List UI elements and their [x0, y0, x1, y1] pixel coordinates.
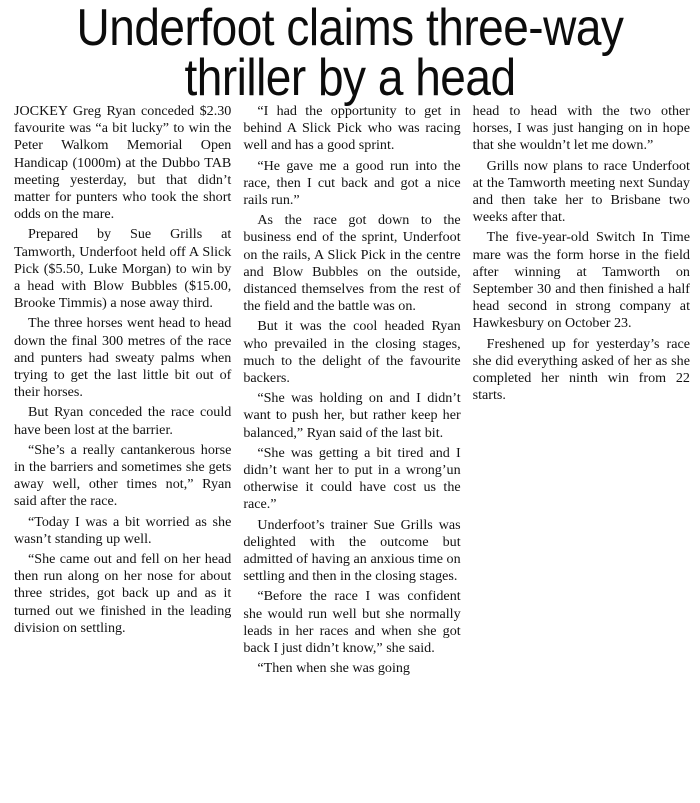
- headline-line-1: Underfoot claims three-way: [76, 0, 624, 57]
- paragraph: Grills now plans to race Underfoot at the Tamworth meeting next Sunday and then take her to Brisbane two weeks after that.: [472, 157, 690, 226]
- paragraph: Freshened up for yesterday’s race she did everything asked of her as she completed her ninth win from 22 starts.: [472, 335, 690, 404]
- column-1: [14, 103, 231, 681]
- paragraph: But Ryan conceded the race could have been lost at the barrier.: [14, 404, 232, 438]
- headline: [8, 0, 692, 107]
- paragraph: “I had the opportunity to get in behind A Slick Pick who was racing well and has a good sprint.: [243, 103, 461, 154]
- paragraph: Prepared by Sue Grills at Tamworth, Underfoot held off A Slick Pick ($5.50, Luke Morgan) to win by a head with Blow Bubbles ($15.00, Brooke Timmis) a nose away third.: [14, 226, 232, 312]
- paragraph: “He gave me a good run into the race, then I cut back and got a nice rails run.”: [243, 157, 461, 209]
- paragraph: “Today I was a bit worried as she wasn’t standing up well.: [14, 513, 232, 547]
- paragraph: “Then when she was going: [257, 660, 410, 677]
- paragraph: “She came out and fell on her head then run along on her nose for about three strides, got back up and as it turned out we finished in the leading division on settling.: [14, 551, 232, 636]
- paragraph: “She’s a really cantankerous horse in the barriers and sometimes she gets away well, other times not,” Ryan said after the race.: [14, 441, 232, 510]
- paragraph: As the race got down to the business end of the sprint, Underfoot on the rails, A Slick Pick in the centre and Blow Bubbles on the outside, distanced themselves from the rest of the field and the battle was on.: [243, 212, 461, 315]
- column-3: [473, 103, 690, 681]
- paragraph: “She was holding on and I didn’t want to push her, but rather keep her balanced,” Ryan said of the last bit.: [243, 390, 461, 441]
- paragraph: “She was getting a bit tired and I didn’t want her to put in a wrong’un otherwise it could have cost us the race.”: [243, 444, 461, 513]
- column-2: [243, 103, 460, 681]
- headline-line-2: thriller by a head: [184, 48, 516, 107]
- paragraph: head to head with the two other horses, I was just hanging on in hope that she wouldn’t let me down.”: [472, 103, 690, 154]
- paragraph: Underfoot’s trainer Sue Grills was delighted with the outcome but admitted of having an anxious time on settling and then in the closing stages.: [243, 516, 461, 585]
- paragraph: The three horses went head to head down the final 300 metres of the race and punters had sweaty palms when trying to get the last little bit out of their horses.: [14, 315, 232, 401]
- paragraph: But it was the cool headed Ryan who prevailed in the closing stages, much to the delight of the favourite backers.: [243, 318, 461, 387]
- paragraph: The five-year-old Switch In Time mare was the form horse in the field after winning at Tamworth on September 30 and then finished a half head second in strong company at Hawkesbury on October 23.: [472, 229, 690, 332]
- paragraph: “Before the race I was confident she would run well but she normally leads in her races and when she got back I just didn’t know,” she said.: [243, 588, 461, 657]
- article-body: [14, 103, 690, 681]
- paragraph: JOCKEY Greg Ryan conceded $2.30 favourite was “a bit lucky” to win the Peter Walkom Memorial Open Handicap (1000m) at the Dubbo TAB meeting yesterday, but that didn’t matter for punters who took the short odds on the mare.: [14, 103, 232, 223]
